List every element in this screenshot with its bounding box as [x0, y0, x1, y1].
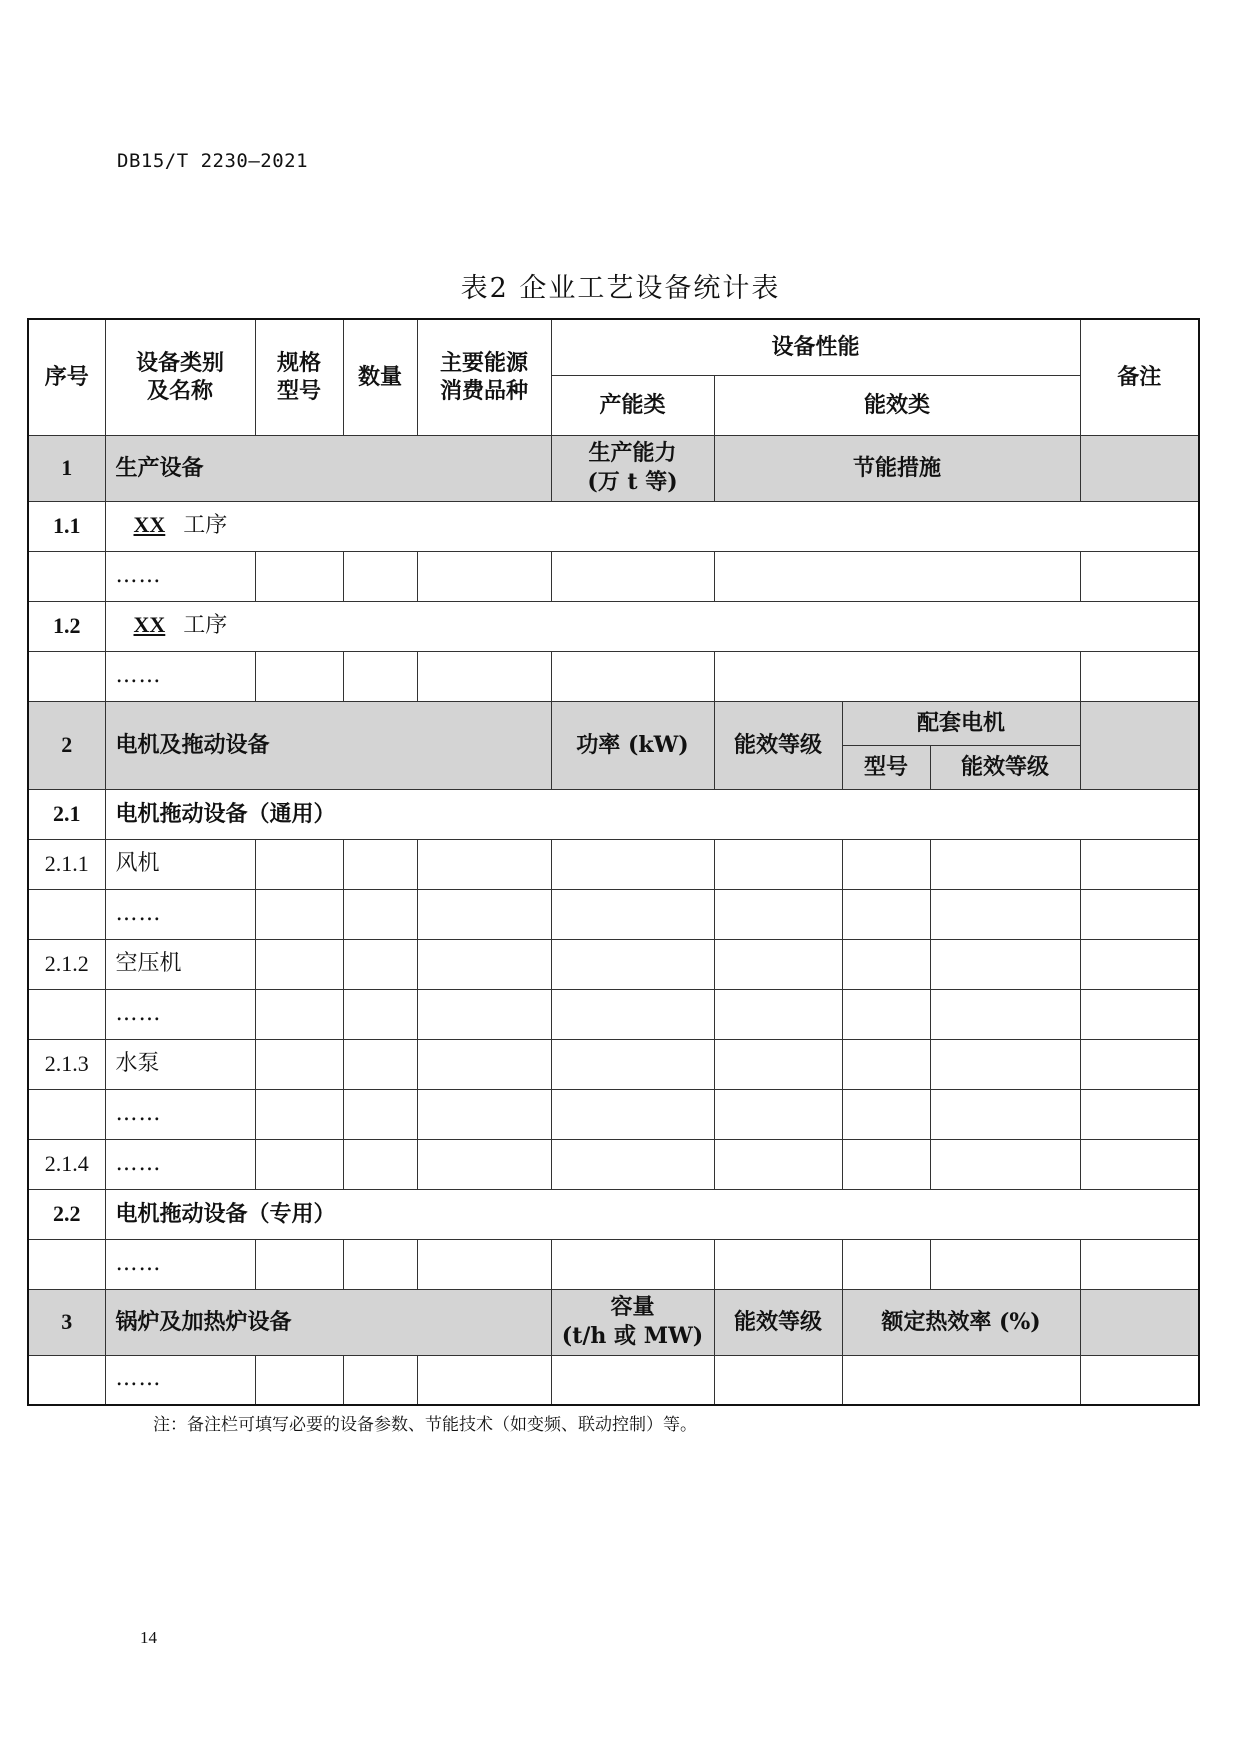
empty-cell — [842, 1355, 1080, 1405]
empty-cell — [343, 989, 417, 1039]
empty-cell — [842, 989, 930, 1039]
capacity-label — [551, 1289, 714, 1355]
empty-cell — [714, 989, 842, 1039]
header-category-line1: 设备类别 — [135, 349, 224, 376]
capacity-label-line2: (万 t 等) — [587, 469, 678, 495]
table-row — [28, 651, 1199, 701]
empty-cell — [343, 1089, 417, 1139]
empty-cell — [551, 1039, 714, 1089]
empty-cell — [417, 989, 551, 1039]
empty-cell — [28, 989, 105, 1039]
empty-cell — [255, 989, 343, 1039]
empty-cell — [255, 1089, 343, 1139]
empty-cell — [714, 1039, 842, 1089]
empty-cell — [28, 651, 105, 701]
empty-cell — [714, 1355, 842, 1405]
subsection-row-2-1 — [28, 789, 1199, 839]
efficiency-grade-label: 能效等级 — [714, 1289, 842, 1355]
empty-cell — [551, 889, 714, 939]
section-row-3 — [28, 1289, 1199, 1355]
empty-cell — [343, 839, 417, 889]
empty-cell — [417, 551, 551, 601]
empty-cell — [255, 939, 343, 989]
empty-cell — [842, 1039, 930, 1089]
capacity-label-line1: 生产能力 — [588, 440, 677, 467]
empty-cell — [842, 839, 930, 889]
section-row-2 — [28, 701, 1199, 745]
empty-cell — [28, 1089, 105, 1139]
document-code: DB15/T 2230—2021 — [117, 150, 309, 172]
table-row — [28, 1239, 1199, 1289]
header-spec — [255, 319, 343, 435]
seq-cell: 1 — [28, 435, 105, 501]
subsection-name: 电机拖动设备（专用） — [105, 1189, 1199, 1239]
table-row — [28, 889, 1199, 939]
seq-cell: 1.2 — [28, 601, 105, 651]
header-performance: 设备性能 — [551, 319, 1080, 375]
empty-cell — [255, 839, 343, 889]
process-placeholder: XX — [133, 512, 166, 538]
empty-cell — [1080, 1039, 1199, 1089]
empty-cell — [417, 839, 551, 889]
ellipsis-cell: …… — [105, 1355, 255, 1405]
table-note: 注：备注栏可填写必要的设备参数、节能技术（如变频、联动控制）等。 — [153, 1415, 697, 1435]
empty-cell — [930, 1089, 1080, 1139]
page-number: 14 — [140, 1628, 157, 1647]
ellipsis-cell: …… — [105, 1089, 255, 1139]
section-name: 生产设备 — [105, 435, 551, 501]
empty-cell — [842, 1239, 930, 1289]
remarks-cell — [1080, 701, 1199, 789]
ellipsis-cell: …… — [105, 1239, 255, 1289]
header-seq: 序号 — [28, 319, 105, 435]
empty-cell — [930, 839, 1080, 889]
empty-cell — [1080, 939, 1199, 989]
header-energy — [417, 319, 551, 435]
empty-cell — [1080, 651, 1199, 701]
ellipsis-cell: …… — [105, 551, 255, 601]
motor-label: 配套电机 — [842, 701, 1080, 745]
item-name: 风机 — [105, 839, 255, 889]
empty-cell — [842, 889, 930, 939]
empty-cell — [255, 551, 343, 601]
seq-cell: 2 — [28, 701, 105, 789]
process-name — [105, 501, 1199, 551]
process-suffix: 工序 — [183, 513, 228, 539]
empty-cell — [343, 1039, 417, 1089]
empty-cell — [714, 839, 842, 889]
empty-cell — [417, 1139, 551, 1189]
section-row-1 — [28, 435, 1199, 501]
subsection-row-2-2 — [28, 1189, 1199, 1239]
empty-cell — [551, 839, 714, 889]
header-spec-line2: 型号 — [276, 378, 321, 405]
capacity-label — [551, 435, 714, 501]
seq-cell: 2.1.2 — [28, 939, 105, 989]
empty-cell — [28, 1355, 105, 1405]
empty-cell — [28, 551, 105, 601]
process-name — [105, 601, 1199, 651]
empty-cell — [551, 989, 714, 1039]
empty-cell — [842, 1139, 930, 1189]
capacity-label-line2: (t/h 或 MW) — [561, 1323, 704, 1349]
empty-cell — [1080, 1239, 1199, 1289]
header-remarks: 备注 — [1080, 319, 1199, 435]
empty-cell — [255, 1139, 343, 1189]
empty-cell — [255, 1355, 343, 1405]
empty-cell — [417, 1239, 551, 1289]
process-suffix: 工序 — [183, 613, 228, 639]
ellipsis-cell: …… — [105, 989, 255, 1039]
empty-cell — [1080, 551, 1199, 601]
empty-cell — [714, 651, 1080, 701]
equipment-table — [27, 318, 1200, 1406]
empty-cell — [842, 1089, 930, 1139]
motor-grade-label: 能效等级 — [930, 745, 1080, 789]
empty-cell — [343, 939, 417, 989]
empty-cell — [930, 939, 1080, 989]
ellipsis-cell: …… — [105, 651, 255, 701]
seq-cell: 2.1.3 — [28, 1039, 105, 1089]
seq-cell: 2.1.4 — [28, 1139, 105, 1189]
seq-cell: 1.1 — [28, 501, 105, 551]
empty-cell — [28, 1239, 105, 1289]
empty-cell — [1080, 1139, 1199, 1189]
empty-cell — [714, 939, 842, 989]
empty-cell — [28, 889, 105, 939]
efficiency-grade-label: 能效等级 — [714, 701, 842, 789]
empty-cell — [417, 1089, 551, 1139]
subsection-name: 电机拖动设备（通用） — [105, 789, 1199, 839]
table-row — [28, 839, 1199, 889]
section-name: 电机及拖动设备 — [105, 701, 551, 789]
motor-model-label: 型号 — [842, 745, 930, 789]
empty-cell — [343, 889, 417, 939]
header-efficiency-type: 能效类 — [714, 375, 1080, 435]
empty-cell — [417, 889, 551, 939]
capacity-label-line1: 容量 — [610, 1294, 655, 1321]
empty-cell — [714, 1239, 842, 1289]
table-row — [28, 1355, 1199, 1405]
empty-cell — [551, 1139, 714, 1189]
empty-cell — [1080, 1089, 1199, 1139]
empty-cell — [551, 651, 714, 701]
header-capacity-type: 产能类 — [551, 375, 714, 435]
empty-cell — [551, 1089, 714, 1139]
empty-cell — [842, 939, 930, 989]
energy-measures-label: 节能措施 — [714, 435, 1080, 501]
empty-cell — [1080, 1355, 1199, 1405]
header-quantity: 数量 — [343, 319, 417, 435]
table-row — [28, 1039, 1199, 1089]
empty-cell — [343, 1239, 417, 1289]
section-name: 锅炉及加热炉设备 — [105, 1289, 551, 1355]
empty-cell — [930, 1239, 1080, 1289]
empty-cell — [551, 551, 714, 601]
empty-cell — [255, 889, 343, 939]
table-row — [28, 989, 1199, 1039]
empty-cell — [255, 1239, 343, 1289]
empty-cell — [714, 551, 1080, 601]
header-category — [105, 319, 255, 435]
table-row — [28, 551, 1199, 601]
subsection-row-1-1 — [28, 501, 1199, 551]
empty-cell — [255, 1039, 343, 1089]
subsection-row-1-2 — [28, 601, 1199, 651]
empty-cell — [551, 1239, 714, 1289]
empty-cell — [343, 1355, 417, 1405]
empty-cell — [343, 651, 417, 701]
seq-cell: 3 — [28, 1289, 105, 1355]
seq-cell: 2.1 — [28, 789, 105, 839]
empty-cell — [714, 1139, 842, 1189]
ellipsis-cell: …… — [105, 889, 255, 939]
empty-cell — [930, 1139, 1080, 1189]
empty-cell — [417, 651, 551, 701]
empty-cell — [714, 1089, 842, 1139]
item-name: 水泵 — [105, 1039, 255, 1089]
empty-cell — [551, 1355, 714, 1405]
remarks-cell — [1080, 1289, 1199, 1355]
empty-cell — [551, 939, 714, 989]
empty-cell — [1080, 889, 1199, 939]
empty-cell — [930, 889, 1080, 939]
empty-cell — [417, 939, 551, 989]
empty-cell — [1080, 989, 1199, 1039]
header-category-line2: 及名称 — [146, 378, 213, 405]
seq-cell: 2.2 — [28, 1189, 105, 1239]
empty-cell — [930, 989, 1080, 1039]
empty-cell — [714, 889, 842, 939]
remarks-cell — [1080, 435, 1199, 501]
seq-cell: 2.1.1 — [28, 839, 105, 889]
item-name: 空压机 — [105, 939, 255, 989]
empty-cell — [1080, 839, 1199, 889]
item-name: …… — [105, 1139, 255, 1189]
table-row — [28, 939, 1199, 989]
header-energy-line1: 主要能源 — [439, 349, 528, 376]
empty-cell — [417, 1355, 551, 1405]
empty-cell — [417, 1039, 551, 1089]
header-energy-line2: 消费品种 — [439, 378, 528, 405]
empty-cell — [343, 1139, 417, 1189]
table-title: 表2 企业工艺设备统计表 — [460, 273, 781, 304]
empty-cell — [343, 551, 417, 601]
table-row — [28, 1089, 1199, 1139]
rated-efficiency-label: 额定热效率 (%) — [842, 1289, 1080, 1355]
empty-cell — [930, 1039, 1080, 1089]
process-placeholder: XX — [133, 612, 166, 638]
power-label: 功率 (kW) — [551, 701, 714, 789]
empty-cell — [255, 651, 343, 701]
header-spec-line1: 规格 — [276, 349, 321, 376]
table-row — [28, 1139, 1199, 1189]
